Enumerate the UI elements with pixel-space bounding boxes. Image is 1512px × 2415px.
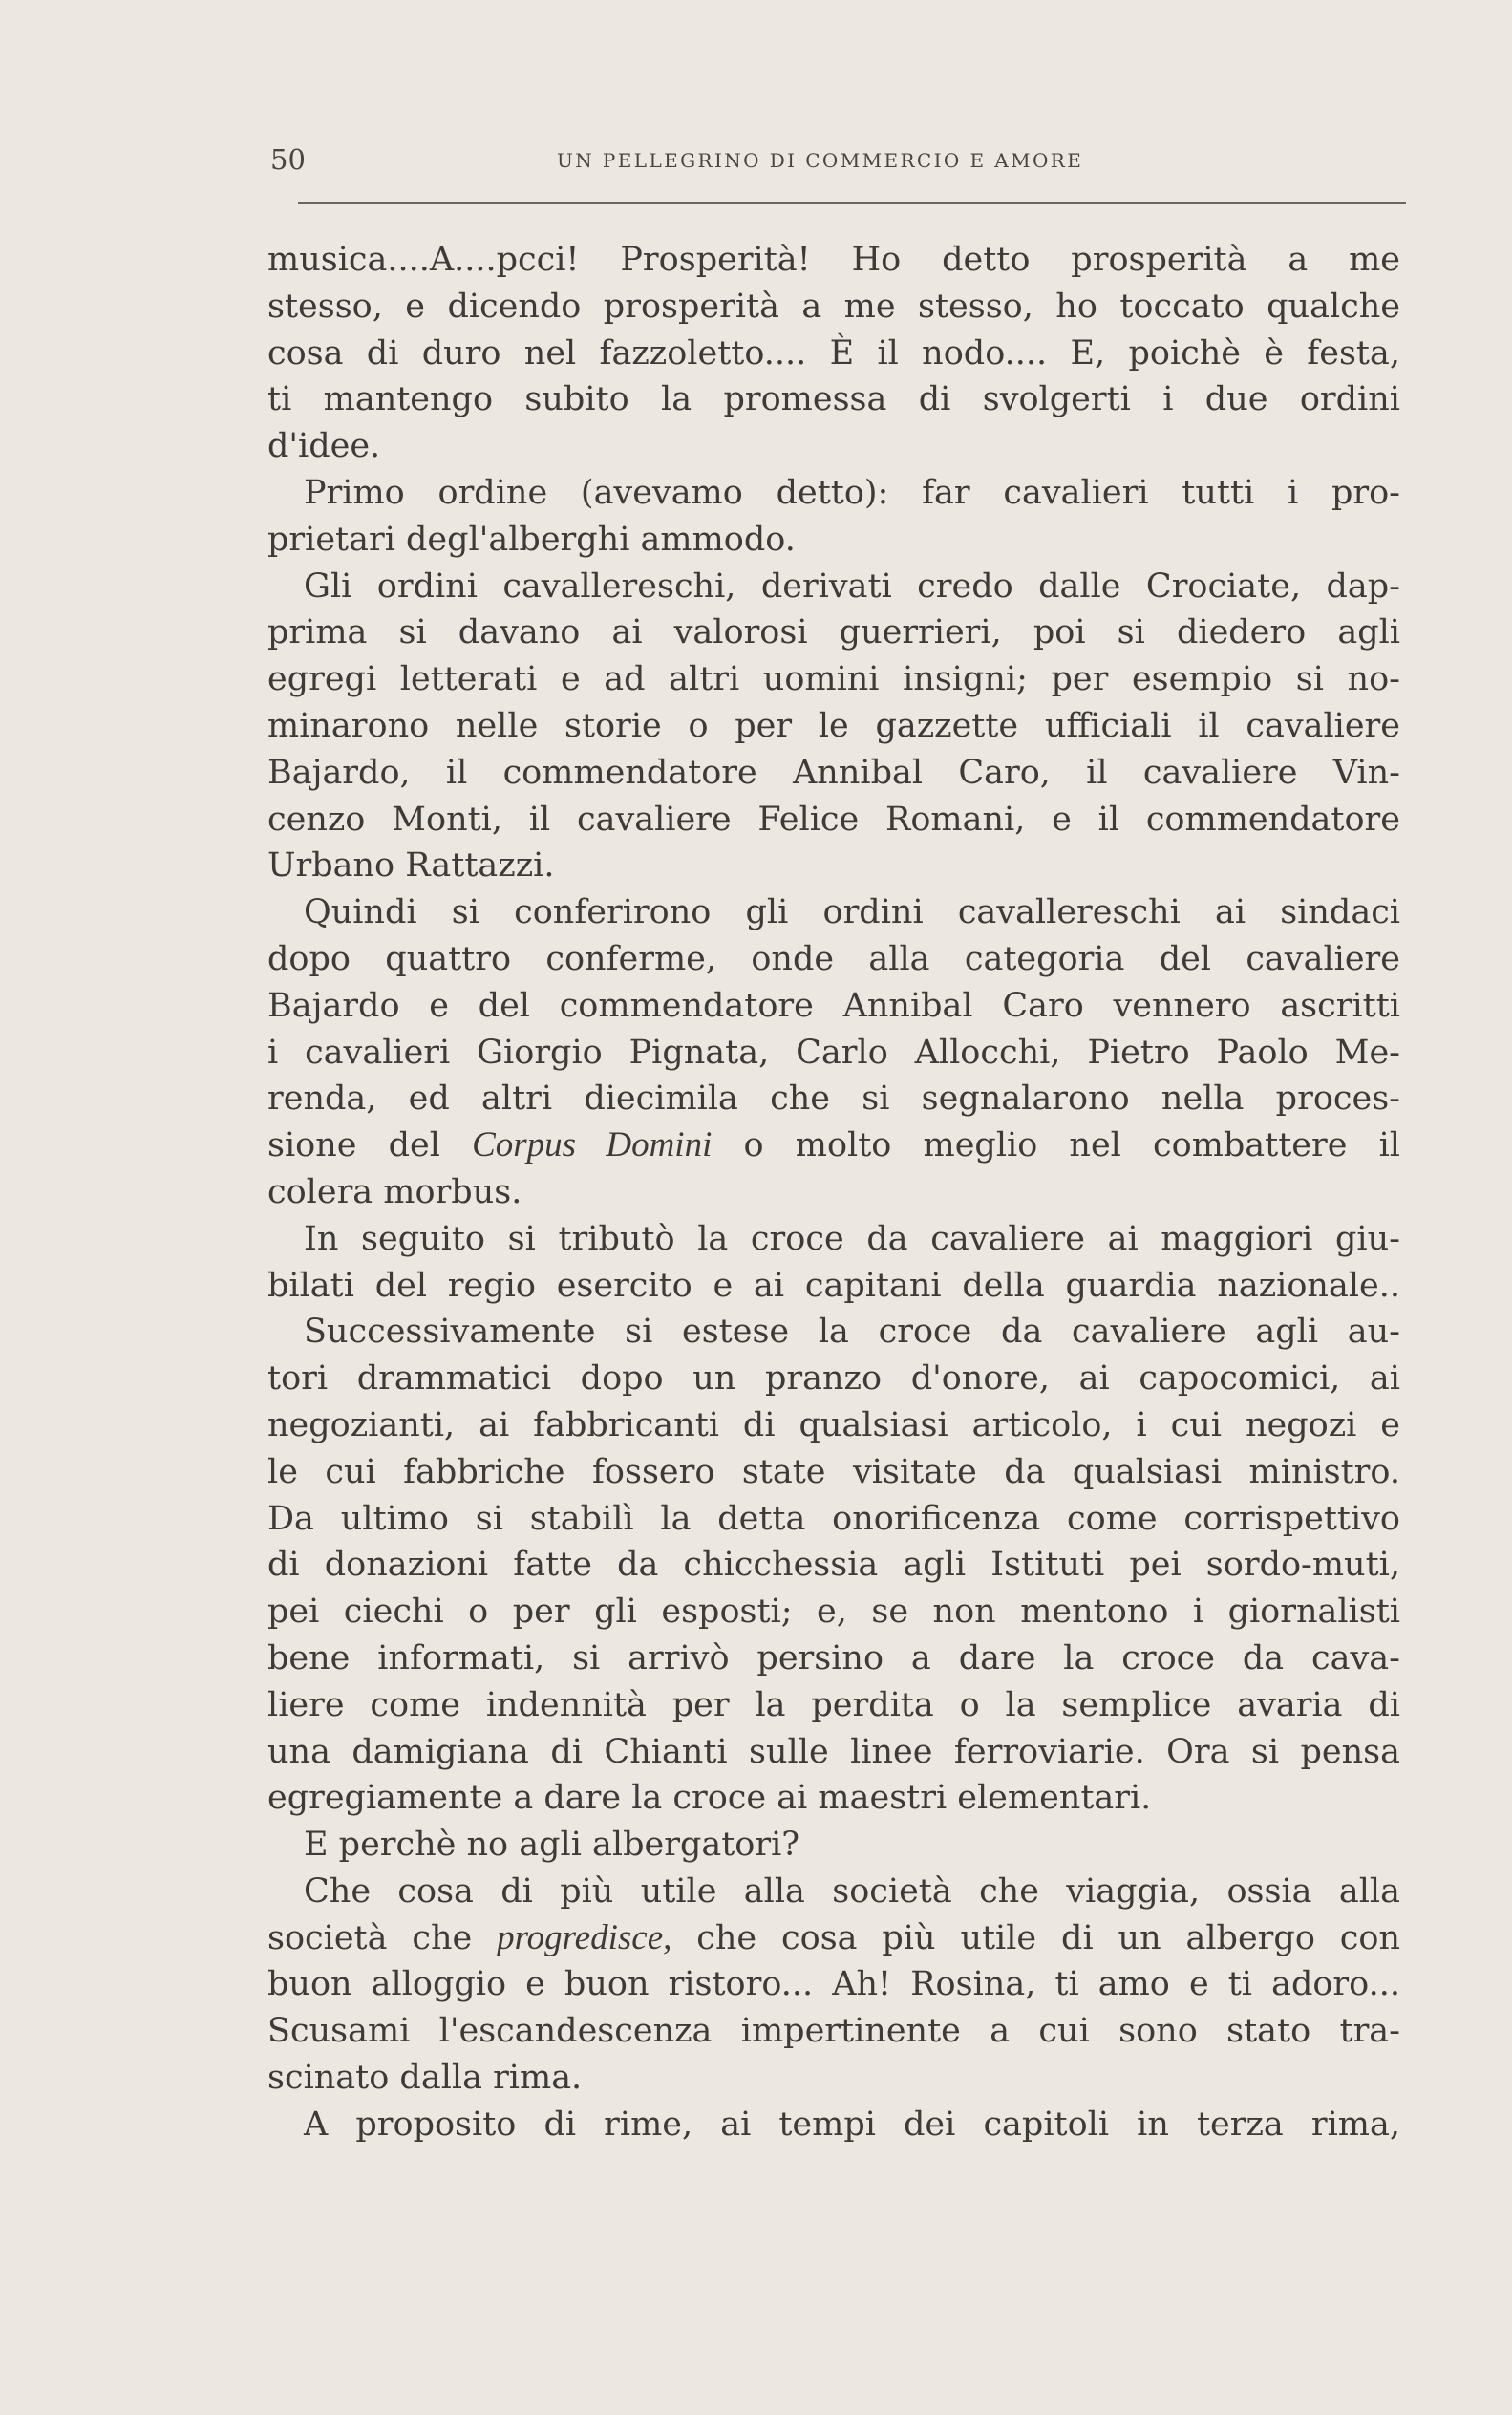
text-line: E perchè no agli albergatori? [304, 1826, 800, 1865]
text-line: buon alloggio e buon ristoro... Ah! Rosina, ti amo e ti adoro... [267, 1965, 1400, 2004]
text-line: Primo ordine (avevamo detto): far cavalieri tutti i pro- [304, 473, 1400, 512]
text-line: Bajardo, il commendatore Annibal Caro, il cavaliere Vin- [267, 753, 1400, 792]
text-line: Urbano Rattazzi. [267, 846, 555, 886]
italic-text: progredisce, [497, 1917, 672, 1957]
text-line: scinato dalla rima. [267, 2059, 583, 2098]
text-line: d'idee. [267, 427, 381, 466]
text-line: renda, ed altri diecimila che si segnalarono nella proces- [267, 1079, 1400, 1119]
text-line: prima si davano ai valorosi guerrieri, poi si diedero agli [267, 613, 1400, 652]
text-line: dopo quattro conferme, onde alla categoria del cavaliere [267, 939, 1400, 978]
text-line: Quindi si conferirono gli ordini cavallereschi ai sindaci [304, 893, 1400, 932]
text-line: pei ciechi o per gli esposti; e, se non mentono i giornalisti [267, 1592, 1400, 1632]
text-line: bene informati, si arrivò persino a dare la croce da cava- [267, 1638, 1400, 1678]
page-number: 50 [270, 143, 306, 176]
text-line: bilati del regio esercito e ai capitani della guardia nazionale.. [267, 1266, 1400, 1305]
text-line [267, 1915, 1400, 1962]
text-line: Gli ordini cavallereschi, derivati credo dalle Crociate, dap- [304, 566, 1400, 606]
text-span: o molto meglio nel combattere il [712, 1126, 1400, 1165]
text-line: Che cosa di più utile alla società che viaggia, ossia alla [304, 1871, 1400, 1911]
text-line: tori drammatici dopo un pranzo d'onore, ai capocomici, ai [267, 1359, 1400, 1399]
text-line: prietari degl'alberghi ammodo. [267, 520, 796, 559]
italic-text: Corpus Domini [472, 1125, 713, 1165]
text-line: cenzo Monti, il cavaliere Felice Romani, e il commendatore [267, 800, 1400, 839]
text-line: musica....A....pcci! Prosperità! Ho detto prosperità a me [267, 241, 1400, 279]
text-line: A proposito di rime, ai tempi dei capitoli in terza rima, [304, 2105, 1400, 2144]
text-line: Successivamente si estese la croce da cavaliere agli au- [304, 1313, 1400, 1352]
text-line: Da ultimo si stabilì la detta onorificenza come corrispettivo [267, 1499, 1400, 1538]
text-line: liere come indennità per la perdita o la semplice avaria di [267, 1685, 1400, 1724]
text-line: i cavalieri Giorgio Pignata, Carlo Allocchi, Pietro Paolo Me- [267, 1033, 1400, 1072]
text-line: egregi letterati e ad altri uomini insigni; per esempio si no- [267, 660, 1400, 699]
text-line: In seguito si tributò la croce da cavaliere ai maggiori giu- [304, 1219, 1400, 1258]
text-line: ti mantengo subito la promessa di svolgerti i due ordini [267, 380, 1400, 419]
text-line: Scusami l'escandescenza impertinente a cui sono stato tra- [267, 2012, 1400, 2051]
text-line: le cui fabbriche fossero state visitate da qualsiasi ministro. [267, 1452, 1400, 1491]
text-span: sione del [267, 1126, 473, 1165]
text-line: negozianti, ai fabbricanti di qualsiasi articolo, i cui negozi e [267, 1405, 1400, 1444]
header-rule [298, 202, 1406, 204]
text-line: egregiamente a dare la croce ai maestri elementari. [267, 1779, 1152, 1818]
text-span: che cosa più utile di un albergo con [671, 1918, 1400, 1957]
text-line: di donazioni fatte da chicchessia agli Istituti pei sordo-muti, [267, 1546, 1400, 1585]
running-title: UN PELLEGRINO DI COMMERCIO E AMORE [557, 149, 1084, 172]
text-line: cosa di duro nel fazzoletto.... È il nodo.... E, poichè è festa, [267, 333, 1400, 373]
text-line: Bajardo e del commendatore Annibal Caro vennero ascritti [267, 986, 1400, 1025]
text-line: stesso, e dicendo prosperità a me stesso, ho toccato qualche [267, 287, 1400, 326]
text-line: minarono nelle storie o per le gazzette ufficiali il cavaliere [267, 706, 1400, 745]
text-line: colera morbus. [267, 1172, 522, 1211]
text-span: società che [267, 1918, 498, 1957]
body-text [267, 237, 1400, 2148]
page-header [270, 143, 1399, 182]
text-line [267, 1122, 1400, 1169]
text-line: una damigiana di Chianti sulle linee ferroviarie. Ora si pensa [267, 1732, 1400, 1771]
